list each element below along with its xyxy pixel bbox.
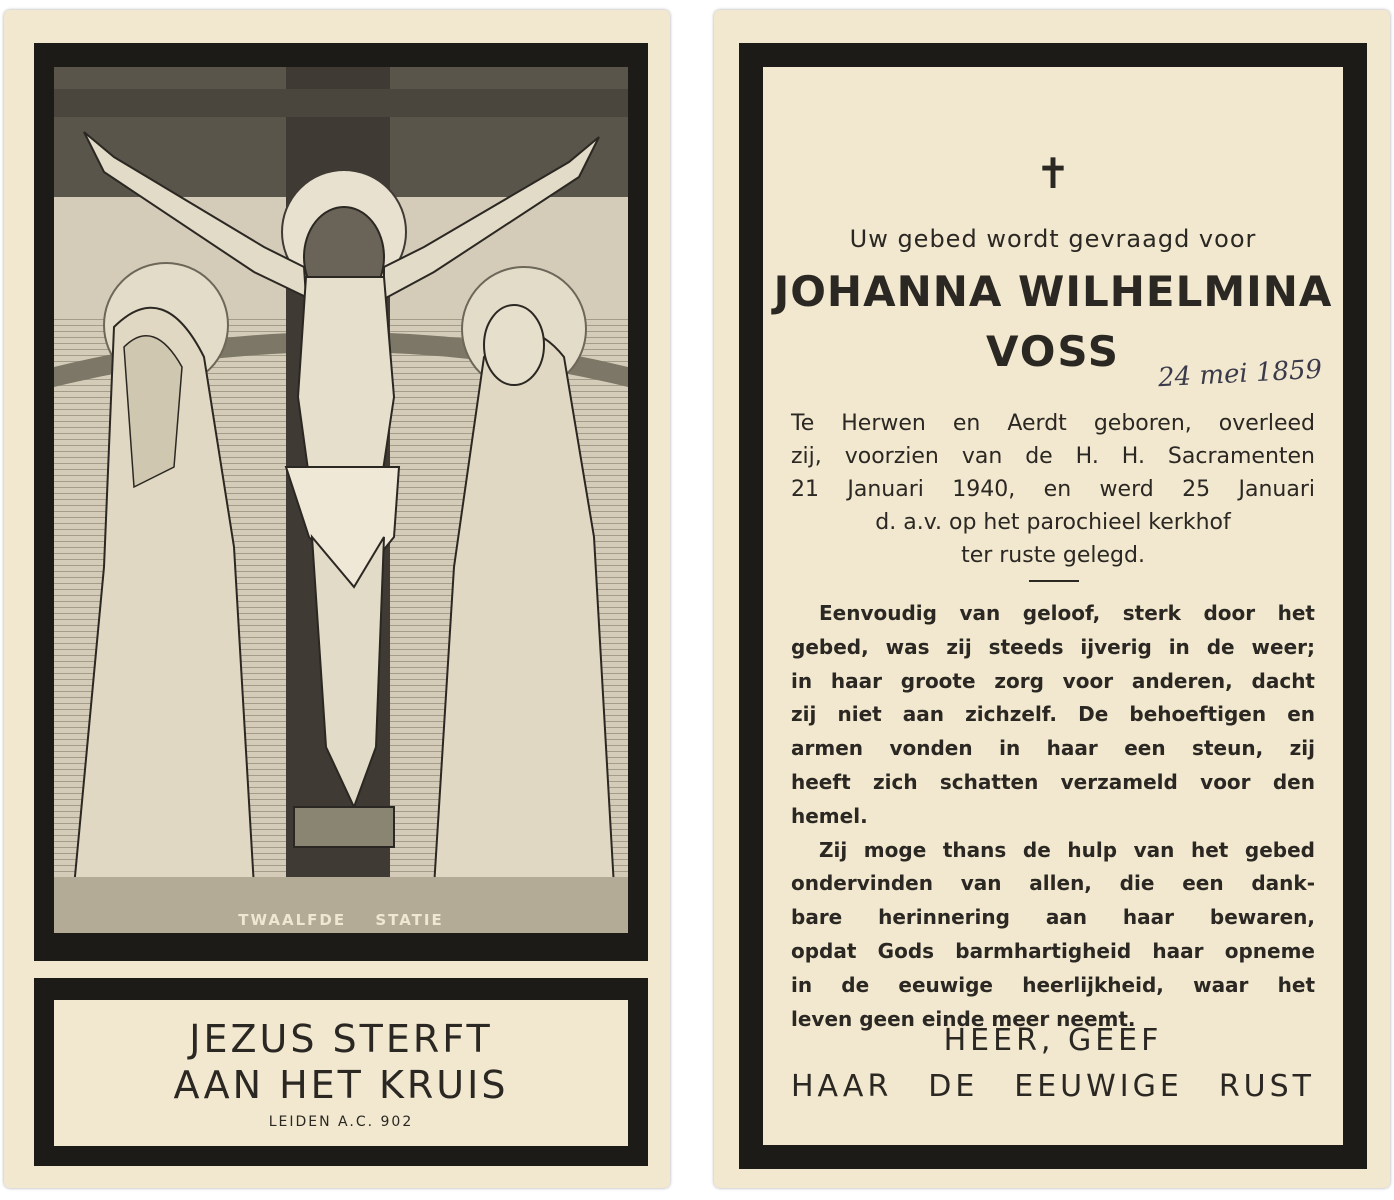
death-notice-line: 21 Januari 1940, en werd 25 Januari xyxy=(791,477,1315,502)
memorial-text-panel xyxy=(763,67,1343,1145)
eulogy-line: opdat Gods barmhartigheid haar opneme xyxy=(791,938,1315,963)
title-frame xyxy=(34,978,648,1166)
cross-beam xyxy=(54,89,628,117)
death-notice-line: ter ruste gelegd. xyxy=(961,543,1145,568)
publisher-imprint: LEIDEN A.C. 902 xyxy=(268,1114,414,1130)
death-notice-line: Te Herwen en Aerdt geboren, overleed xyxy=(791,411,1315,436)
eulogy-line: in de eeuwige heerlijkheid, waar het xyxy=(791,972,1315,997)
title-line-1: JEZUS STERFT xyxy=(189,1017,493,1061)
eulogy-line: Zij moge thans de hulp van het gebed xyxy=(819,837,1315,862)
deceased-surname: VOSS xyxy=(985,327,1121,376)
eulogy-line: ondervinden van allen, die een dank- xyxy=(791,871,1315,896)
crucifixion-drawing xyxy=(54,67,628,933)
death-notice xyxy=(791,407,1315,572)
eulogy-line: heeft zich schatten verzameld voor den xyxy=(791,769,1315,794)
death-notice-line: zij, voorzien van de H. H. Sacramenten xyxy=(791,444,1315,469)
eulogy-line: leven geen einde meer neemt. xyxy=(791,1006,1136,1031)
eulogy-line: Eenvoudig van geloof, sterk door het xyxy=(819,601,1315,625)
eulogy xyxy=(791,597,1315,1036)
crucifixion-illustration xyxy=(54,67,628,933)
death-notice-line: d. a.v. op het parochieel kerkhof xyxy=(875,510,1231,535)
image-caption: TWAALFDE STATIE xyxy=(238,911,444,929)
title-line-2: AAN HET KRUIS xyxy=(173,1063,509,1107)
eulogy-line: bare herinnering aan haar bewaren, xyxy=(791,905,1315,930)
prayer-request: Uw gebed wordt gevraagd voor xyxy=(849,225,1257,253)
handwritten-annotation: 24 mei 1859 xyxy=(1157,354,1323,394)
eulogy-line: gebed, was zij steeds ijverig in de weer; xyxy=(791,634,1315,659)
image-frame xyxy=(34,43,648,961)
right-card xyxy=(714,10,1390,1188)
deceased-given-names: JOHANNA WILHELMINA xyxy=(773,267,1333,316)
eulogy-line: armen vonden in haar een steun, zij xyxy=(791,736,1315,761)
left-card xyxy=(4,10,670,1188)
closing-prayer-line-2: HAAR DE EEUWIGE RUST xyxy=(791,1069,1315,1104)
eulogy-line: hemel. xyxy=(791,803,868,828)
closing-prayer-line-1: HEER, GEEF xyxy=(943,1023,1163,1058)
mourning-border xyxy=(739,43,1367,1169)
divider xyxy=(1029,580,1079,582)
eulogy-line: in haar groote zorg voor anderen, dacht xyxy=(791,668,1315,693)
eulogy-line: zij niet aan zichzelf. De behoeftigen en xyxy=(791,702,1315,727)
title-panel xyxy=(54,1000,628,1146)
cross-icon: ✝ xyxy=(1035,149,1071,198)
